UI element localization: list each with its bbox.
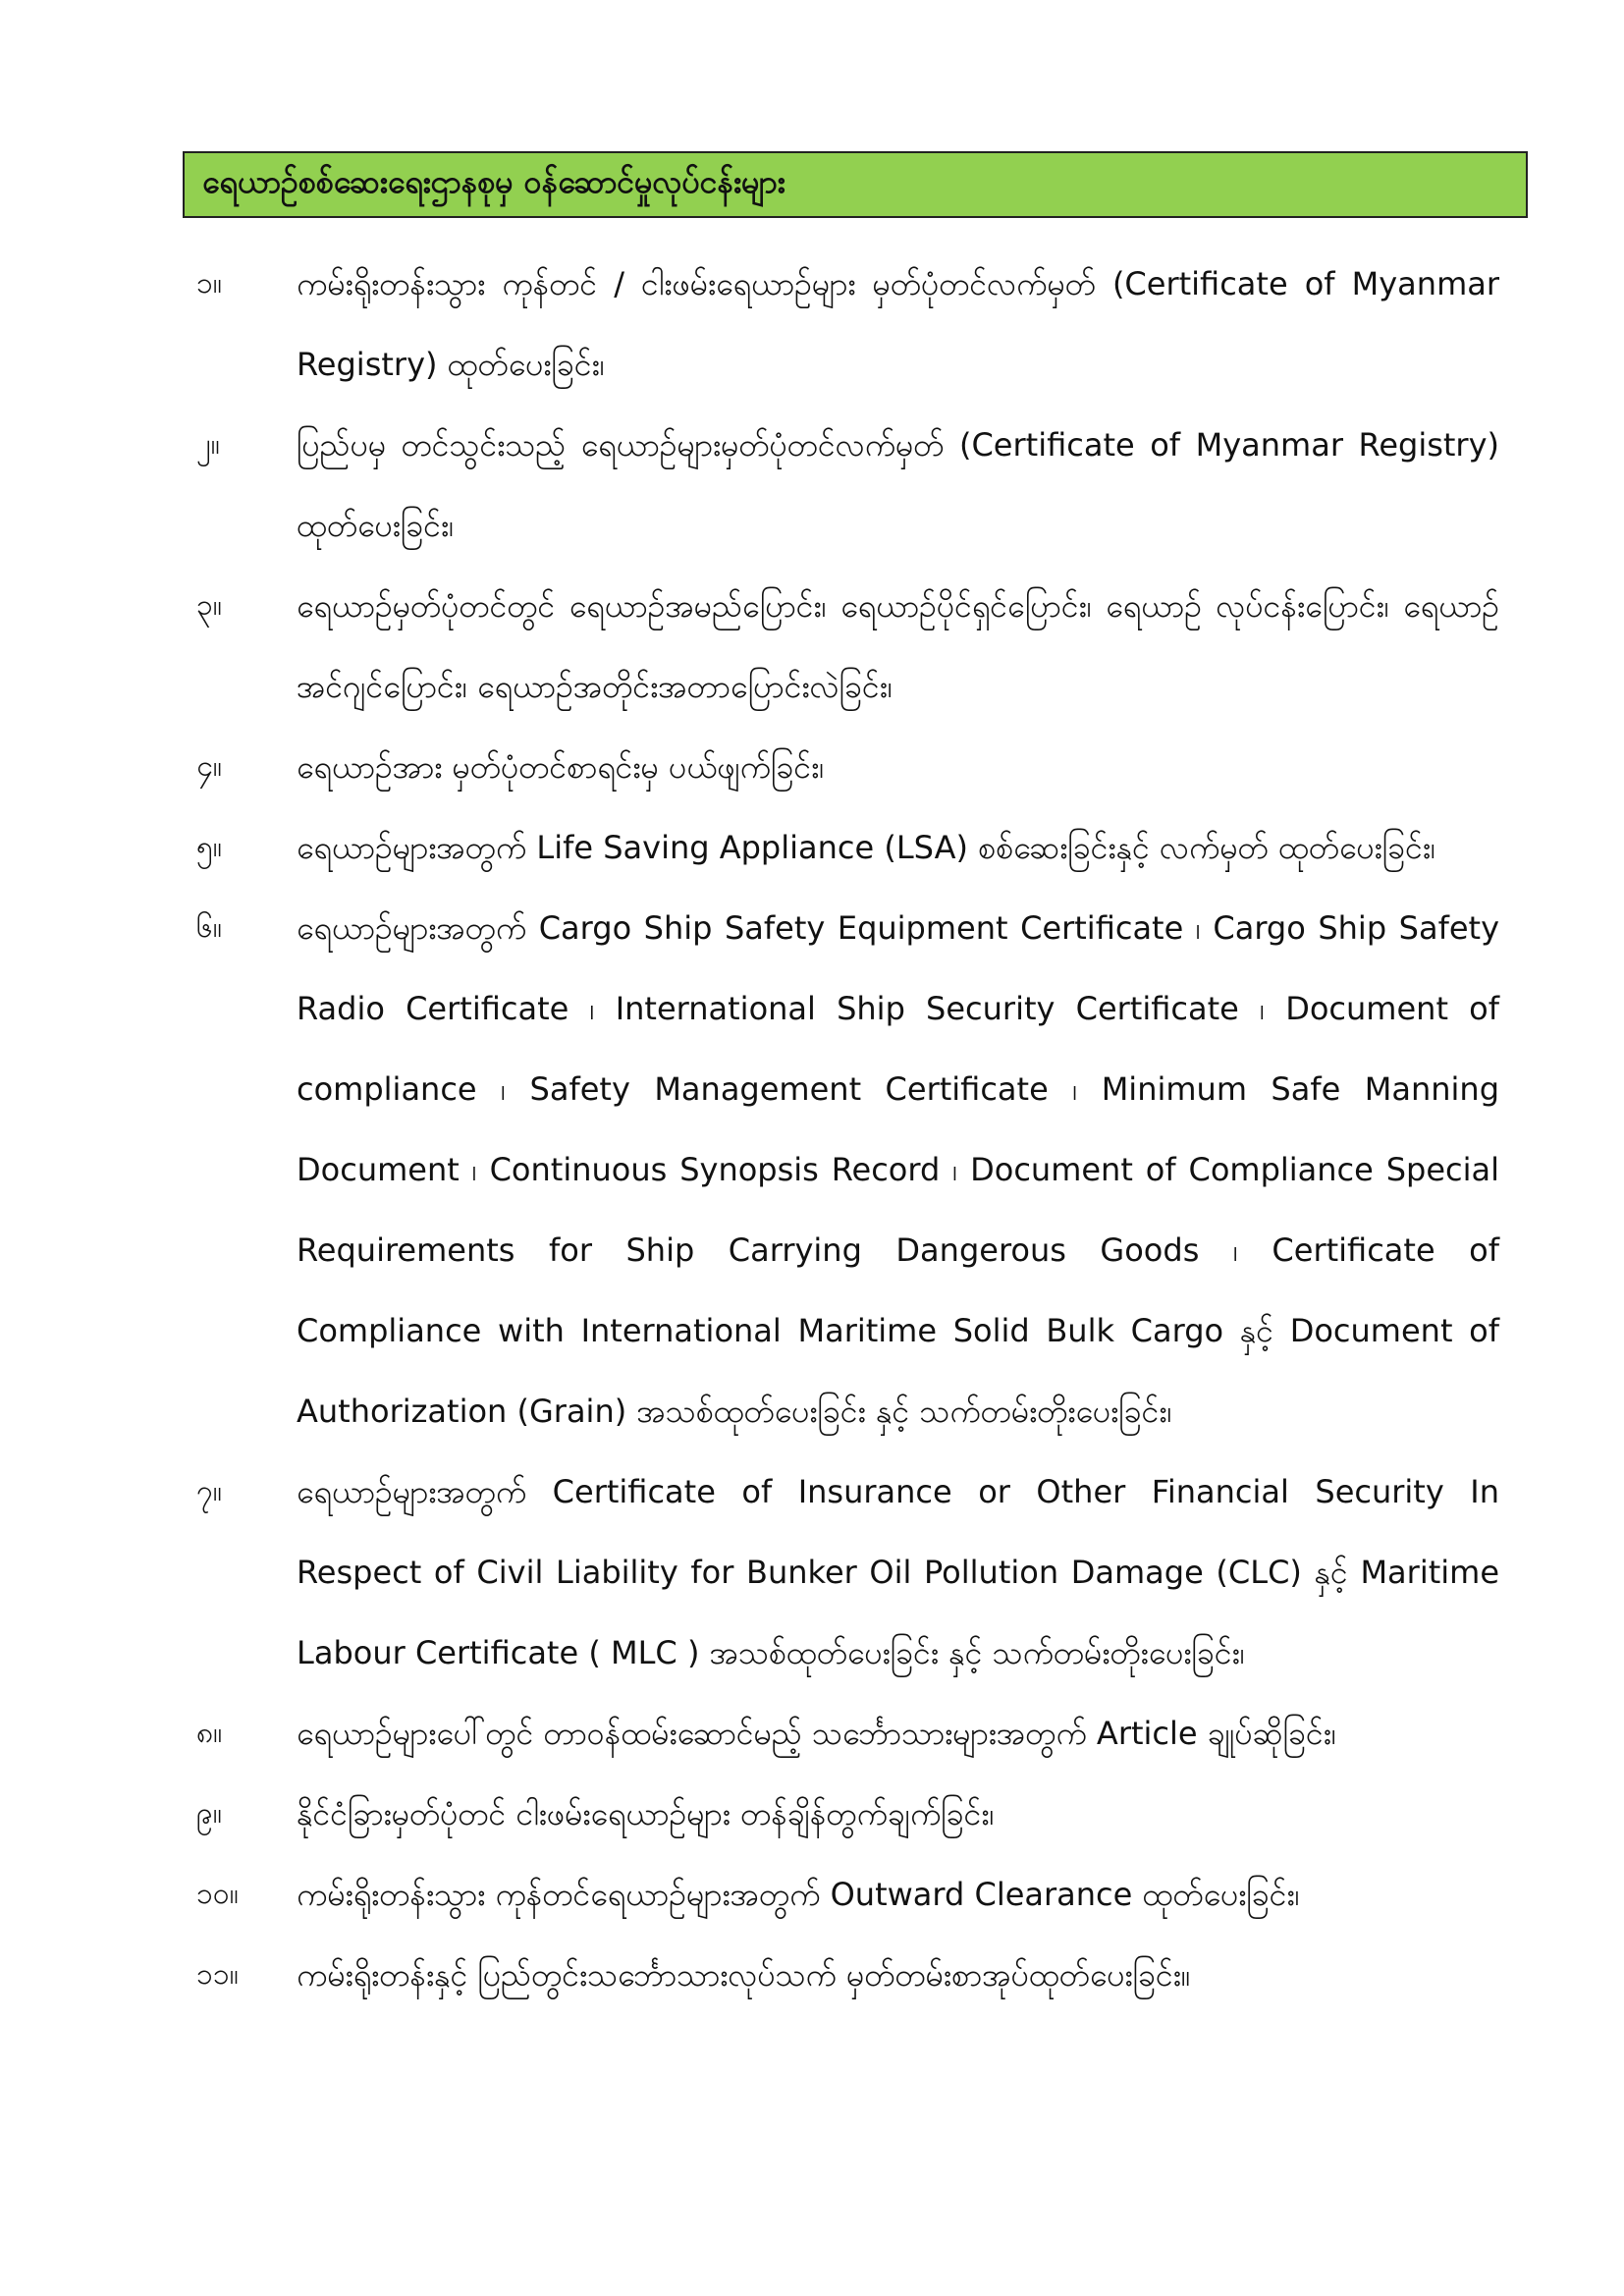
list-item (196, 405, 1502, 566)
item-text: ပြည်ပမှ တင်သွင်းသည့် ရေယာဉ်များမှတ်ပုံတင်လက်မှတ် (Certificate of Myanmar Registry) ထုတ်ပေးခြင်း၊ (297, 426, 1499, 544)
list-item (196, 1854, 1502, 1935)
list-item (196, 566, 1502, 727)
list-item (196, 244, 1502, 405)
item-number: ၇။ (196, 1474, 222, 1508)
item-number: ၅။ (196, 830, 222, 864)
item-number: ၉။ (196, 1796, 222, 1831)
service-list (196, 244, 1502, 2015)
item-number: ၃။ (196, 588, 222, 623)
item-text: ကမ်းရိုးတန်းသွား ကုန်တင်ရေယာဉ်များအတွက် Outward Clearance ထုတ်ပေးခြင်း၊ (297, 1876, 1300, 1913)
list-item (196, 888, 1502, 1451)
item-text: နိုင်ငံခြားမှတ်ပုံတင် ငါးဖမ်းရေယာဉ်များ တန်ချိန်တွက်ချက်ခြင်း၊ (297, 1795, 995, 1832)
list-item (196, 807, 1502, 888)
item-number: ၂။ (196, 427, 220, 462)
item-text: ရေယာဉ်မှတ်ပုံတင်တွင် ရေယာဉ်အမည်ပြောင်း၊ ရေယာဉ်ပိုင်ရှင်ပြောင်း၊ ရေယာဉ် လုပ်ငန်းပြောင်း၊ ရေယာဉ်အင်ဂျင်ပြောင်း၊ ရေယာဉ်အတိုင်းအတာပြောင်းလဲခြင်း၊ (297, 587, 1499, 705)
item-number: ၁။ (196, 266, 222, 301)
item-text: ရေယာဉ်များပေါ်တွင် တာဝန်ထမ်းဆောင်မည့် သင်္ဘောသားများအတွက် Article ချုပ်ဆိုခြင်း၊ (297, 1715, 1336, 1752)
item-number: ၄။ (196, 749, 222, 784)
item-text: ရေယာဉ်အား မှတ်ပုံတင်စာရင်းမှ ပယ်ဖျက်ခြင်း၊ (297, 748, 825, 786)
list-item (196, 1693, 1502, 1774)
item-number: ၆။ (196, 910, 222, 945)
item-number: ၈။ (196, 1716, 223, 1750)
list-item (196, 1935, 1502, 2015)
section-header (183, 151, 1528, 218)
item-text: ရေယာဉ်များအတွက် Cargo Ship Safety Equipment Certificate ၊ Cargo Ship Safety Radio Certificate ၊ International Ship Security Certificate ၊ Document of compliance ၊ Safety Management Certificate ၊ Minimum Safe Manning Document ၊ Continuous Synopsis Record ၊ Document of Compliance Special Requirements for Ship Carrying Dangerous Goods ၊ Certificate of Compliance with International Maritime Solid Bulk Cargo နှင့် Document of Authorization (Grain) အသစ်ထုတ်ပေးခြင်း နှင့် သက်တမ်းတိုးပေးခြင်း၊ (297, 909, 1499, 1430)
list-item (196, 1774, 1502, 1854)
item-text: ရေယာဉ်များအတွက် Life Saving Appliance (LSA) စစ်ဆေးခြင်းနှင့် လက်မှတ် ထုတ်ပေးခြင်း၊ (297, 829, 1436, 866)
item-text: ကမ်းရိုးတန်းနှင့် ပြည်တွင်းသင်္ဘောသားလုပ်သက် မှတ်တမ်းစာအုပ်ထုတ်ပေးခြင်း။ (297, 1956, 1191, 1994)
list-item (196, 1451, 1502, 1693)
list-item (196, 727, 1502, 807)
item-number: ၁၁။ (196, 1957, 239, 1992)
item-text: ရေယာဉ်များအတွက် Certificate of Insurance or Other Financial Security In Respect of Civil Liability for Bunker Oil Pollution Damage (CLC) နှင့် Maritime Labour Certificate ( MLC ) အသစ်ထုတ်ပေးခြင်း နှင့် သက်တမ်းတိုးပေးခြင်း၊ (297, 1473, 1499, 1671)
item-number: ၁၀။ (196, 1877, 239, 1911)
section-title: ရေယာဉ်စစ်ဆေးရေးဌာနစုမှ ဝန်ဆောင်မှုလုပ်ငန်းများ (202, 163, 785, 200)
item-text: ကမ်းရိုးတန်းသွား ကုန်တင် / ငါးဖမ်းရေယာဉ်များ မှတ်ပုံတင်လက်မှတ် (Certificate of Myanmar Registry) ထုတ်ပေးခြင်း၊ (297, 265, 1499, 383)
